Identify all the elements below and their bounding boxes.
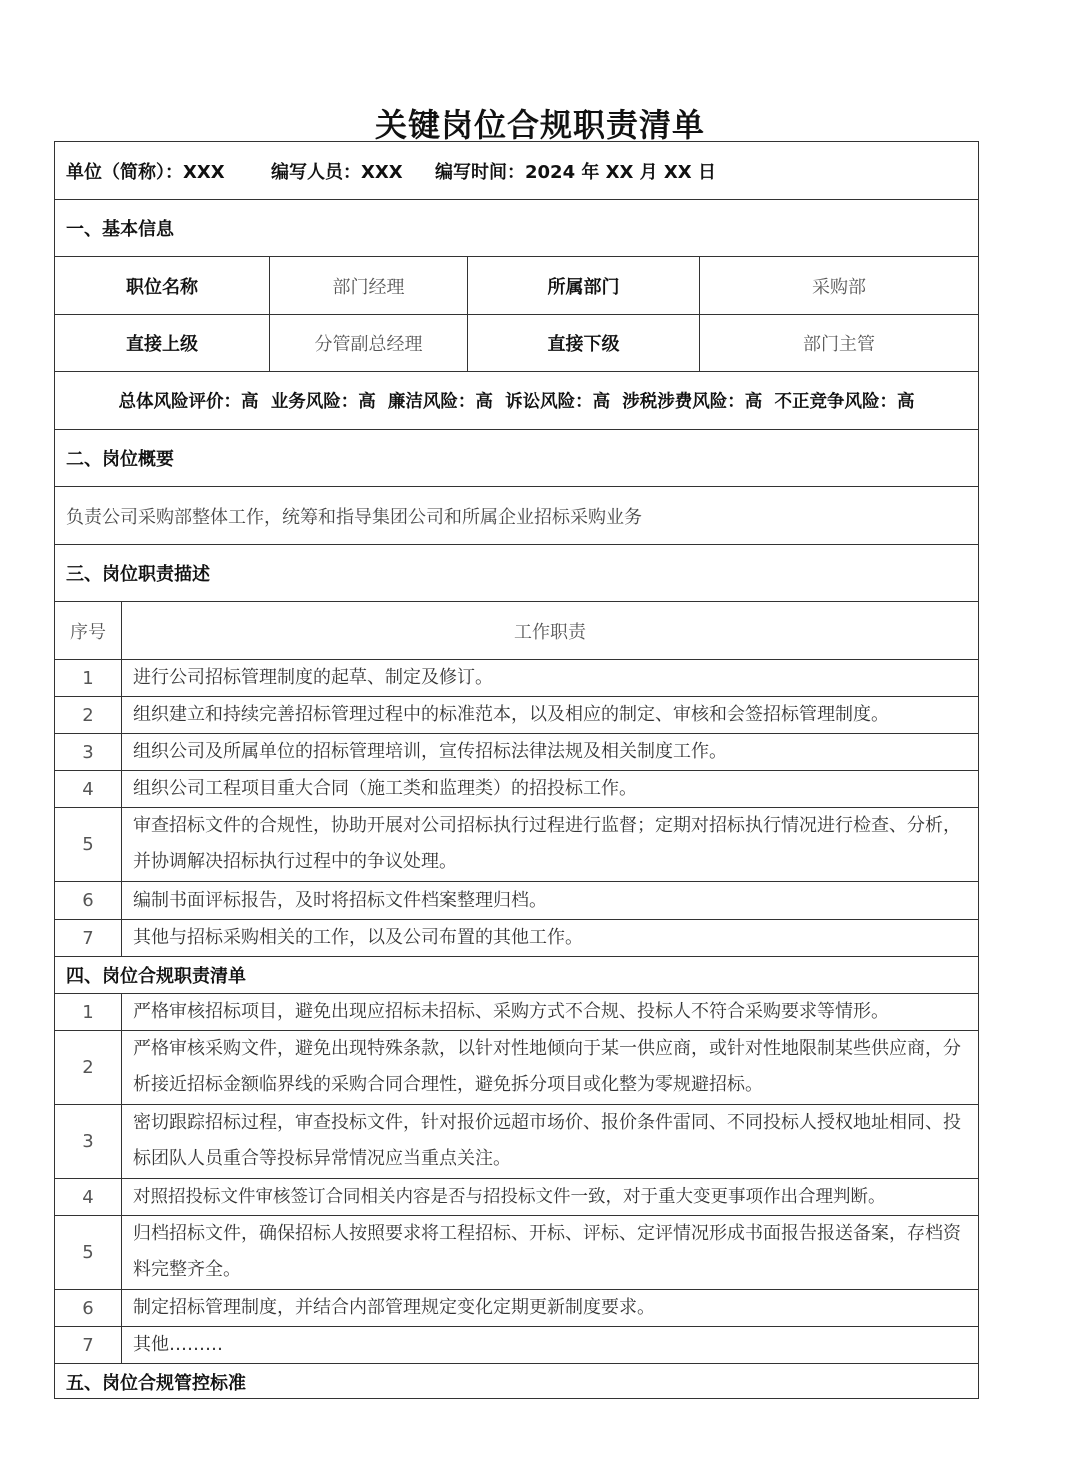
duty-text: 审查招标文件的合规性，协助开展对公司招标执行过程进行监督；定期对招标执行情况进行检查、分析，并协调解决招标执行过程中的争议处理。 xyxy=(121,808,978,881)
compliance-text: 对照招投标文件审核签订合同相关内容是否与招投标文件一致，对于重大变更事项作出合理判断。 xyxy=(121,1179,978,1215)
row-number: 4 xyxy=(82,778,94,800)
table-row xyxy=(55,734,978,771)
section3-heading: 三、岗位职责描述 xyxy=(66,564,210,585)
section4-heading: 四、岗位合规职责清单 xyxy=(66,966,246,987)
subordinate-label: 直接下级 xyxy=(467,315,699,371)
basic-info-row-2 xyxy=(55,315,978,372)
header-row xyxy=(55,142,978,200)
section2-heading-row xyxy=(55,430,978,487)
section2-heading: 二、岗位概要 xyxy=(66,449,174,470)
duty-column-header xyxy=(55,602,978,660)
table-row xyxy=(55,1290,978,1327)
duty-text: 组织建立和持续完善招标管理过程中的标准范本，以及相应的制定、审核和会签招标管理制度。 xyxy=(121,697,978,733)
table-row xyxy=(55,660,978,697)
table-row xyxy=(55,1327,978,1364)
section1-heading: 一、基本信息 xyxy=(66,219,174,240)
compliance-text: 其他……… xyxy=(121,1327,978,1363)
col-duty-header: 工作职责 xyxy=(121,602,978,659)
table-row xyxy=(55,771,978,808)
risk-evaluation: 总体风险评价：高 业务风险：高 廉洁风险：高 诉讼风险：高 涉税涉费风险：高 不正竞争风险：高 xyxy=(118,392,915,412)
subordinate-value: 部门主管 xyxy=(699,315,978,371)
row-number: 2 xyxy=(82,1057,94,1078)
duty-text: 进行公司招标管理制度的起草、制定及修订。 xyxy=(121,660,978,696)
table-row xyxy=(55,920,978,957)
table-row xyxy=(55,1105,978,1179)
section1-heading-row xyxy=(55,200,978,257)
compliance-text: 严格审核招标项目，避免出现应招标未招标、采购方式不合规、投标人不符合采购要求等情形。 xyxy=(121,994,978,1030)
compliance-table xyxy=(54,141,979,1399)
section3-heading-row xyxy=(55,545,978,602)
row-number: 7 xyxy=(82,1334,94,1356)
row-number: 6 xyxy=(82,890,94,911)
dept-label: 所属部门 xyxy=(467,257,699,314)
document-title: 关键岗位合规职责清单 xyxy=(374,106,705,144)
summary-row xyxy=(55,487,978,545)
unit-label: 单位（简称）：XXX xyxy=(66,161,225,183)
superior-label: 直接上级 xyxy=(126,334,198,355)
row-number: 1 xyxy=(82,1001,94,1023)
author-label: 编写人员：XXX xyxy=(271,161,403,183)
col-no-header: 序号 xyxy=(70,621,106,643)
position-label: 职位名称 xyxy=(126,276,198,298)
compliance-text: 密切跟踪招标过程，审查投标文件，针对报价远超市场价、报价条件雷同、不同投标人授权地址相同、投标团队人员重合等投标异常情况应当重点关注。 xyxy=(121,1105,978,1178)
table-row xyxy=(55,882,978,920)
duty-text: 组织公司及所属单位的招标管理培训，宣传招标法律法规及相关制度工作。 xyxy=(121,734,978,770)
date-label: 编写时间：2024 年 XX 月 XX 日 xyxy=(435,161,716,183)
section5-heading-row xyxy=(55,1364,978,1400)
position-summary: 负责公司采购部整体工作，统筹和指导集团公司和所属企业招标采购业务 xyxy=(66,506,642,528)
row-number: 4 xyxy=(82,1186,94,1208)
row-number: 7 xyxy=(82,927,94,949)
row-number: 6 xyxy=(82,1297,94,1319)
compliance-text: 归档招标文件，确保招标人按照要求将工程招标、开标、评标、定评情况形成书面报告报送备案，存档资料完整齐全。 xyxy=(121,1216,978,1289)
compliance-text: 制定招标管理制度，并结合内部管理规定变化定期更新制度要求。 xyxy=(121,1290,978,1326)
row-number: 1 xyxy=(82,667,94,689)
section4-heading-row xyxy=(55,957,978,994)
row-number: 5 xyxy=(82,834,94,855)
basic-info-row-1 xyxy=(55,257,978,315)
row-number: 5 xyxy=(82,1242,94,1263)
superior-value: 分管副总经理 xyxy=(269,315,467,371)
risk-row xyxy=(55,372,978,430)
table-row xyxy=(55,994,978,1031)
table-row xyxy=(55,808,978,882)
duty-text: 编制书面评标报告，及时将招标文件档案整理归档。 xyxy=(121,882,978,919)
table-row xyxy=(55,697,978,734)
duty-text: 其他与招标采购相关的工作，以及公司布置的其他工作。 xyxy=(121,920,978,956)
table-row xyxy=(55,1179,978,1216)
duty-text: 组织公司工程项目重大合同（施工类和监理类）的招投标工作。 xyxy=(121,771,978,807)
table-row xyxy=(55,1031,978,1105)
position-value: 部门经理 xyxy=(269,257,467,314)
row-number: 3 xyxy=(82,1131,94,1152)
section5-heading: 五、岗位合规管控标准 xyxy=(66,1373,246,1394)
table-row xyxy=(55,1216,978,1290)
dept-value: 采购部 xyxy=(699,257,978,314)
row-number: 3 xyxy=(82,741,94,763)
row-number: 2 xyxy=(82,704,94,726)
compliance-text: 严格审核采购文件，避免出现特殊条款，以针对性地倾向于某一供应商，或针对性地限制某些供应商，分析接近招标金额临界线的采购合同合理性，避免拆分项目或化整为零规避招标。 xyxy=(121,1031,978,1104)
